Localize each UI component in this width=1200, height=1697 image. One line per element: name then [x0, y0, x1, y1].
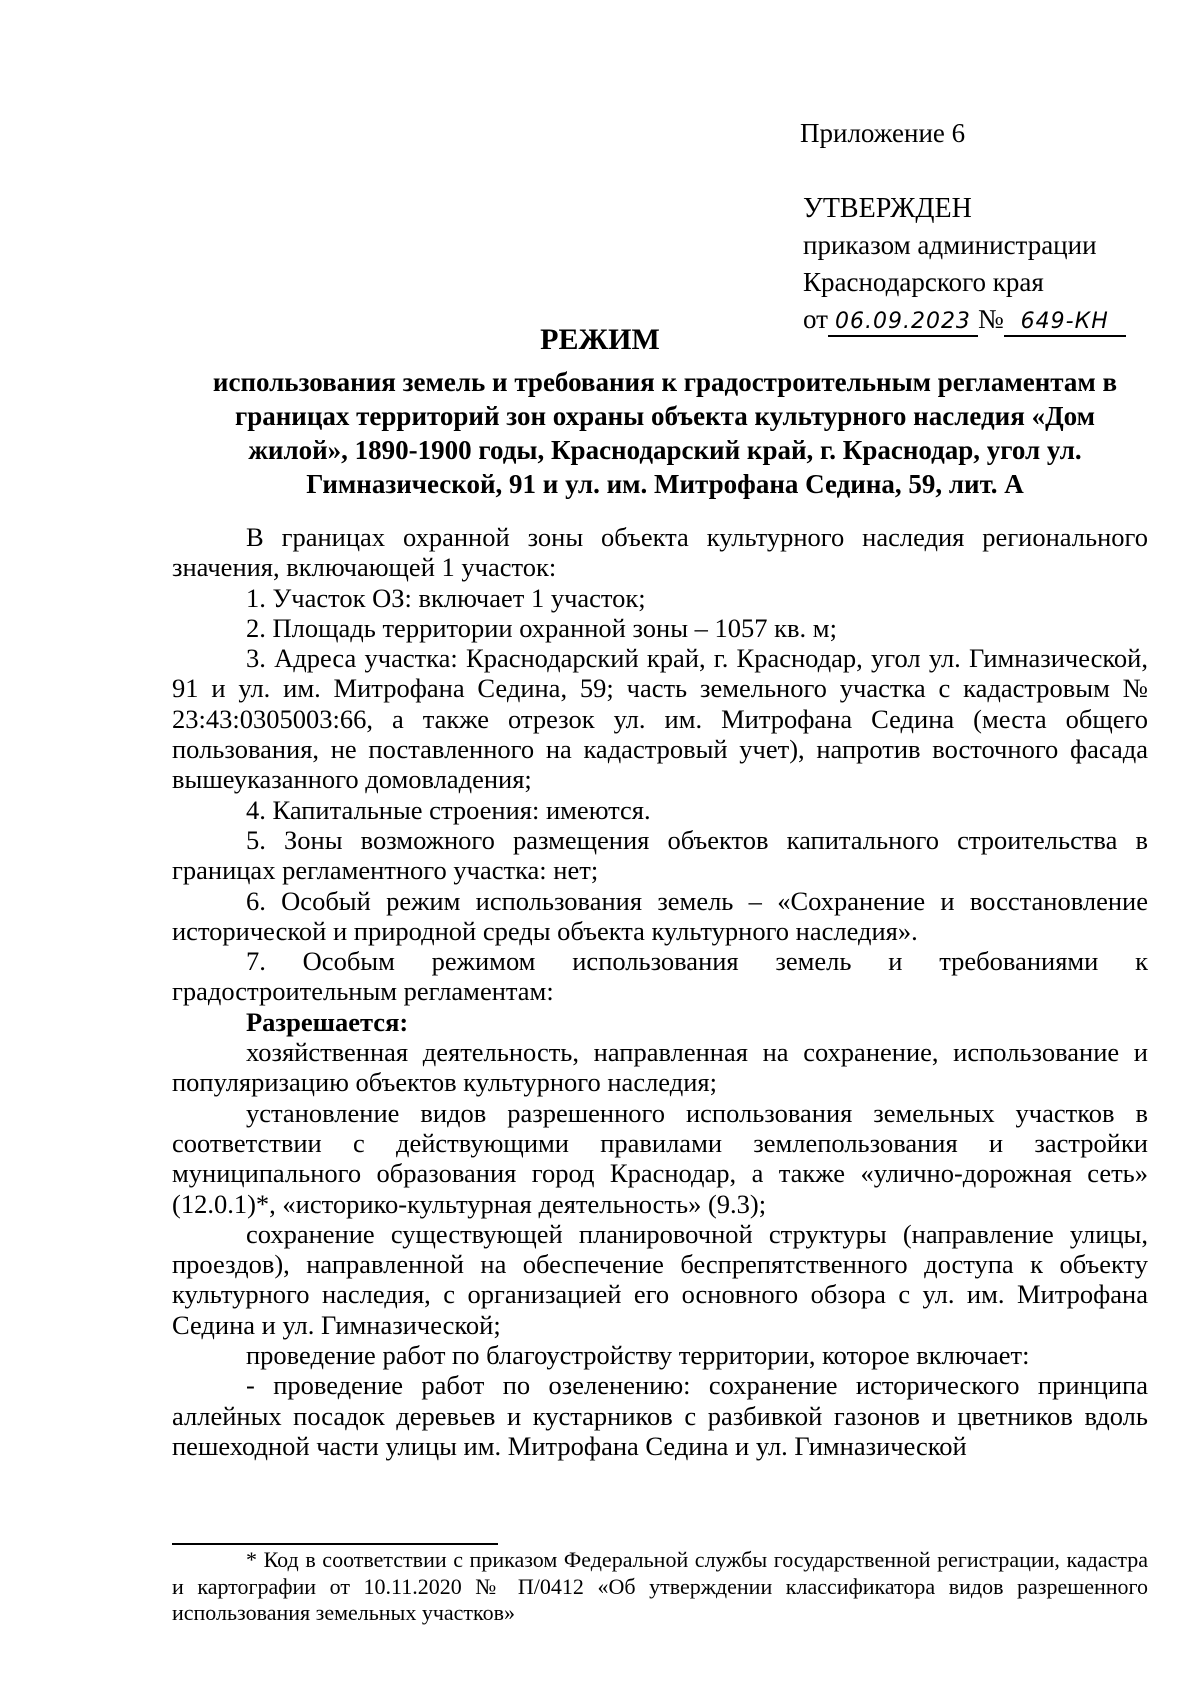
- paragraph-item-5: 5. Зоны возможного размещения объектов капитального строительства в границах регламентного участка: нет;: [172, 824, 1148, 886]
- appendix-label: Приложение 6: [800, 118, 966, 148]
- approval-title: УТВЕРЖДЕН: [803, 193, 972, 224]
- approval-authority-line2: Краснодарского края: [803, 267, 1044, 297]
- paragraph-item-2: 2. Площадь территории охранной зоны – 1057 кв. м;: [246, 612, 837, 643]
- paragraph-allowed-4: проведение работ по благоустройству территории, которое включает:: [246, 1340, 1030, 1371]
- footnote: [172, 1547, 1148, 1627]
- number-prefix: №: [977, 304, 1004, 334]
- paragraph-allowed-5: - проведение работ по озеленению: сохранение исторического принципа аллейных посадок деревьев и кустарников с разбивкой газонов и цветников вдоль пешеходной части улицы им. Митрофана Седина и ул. Гимназической: [172, 1370, 1148, 1461]
- date-prefix: от: [803, 304, 828, 334]
- footnote-text: * Код в соответствии с приказом Федеральной службы государственной регистрации, кадастра и картографии от 10.11.2020 № П/0412 «Об утверждении классификатора видов разрешенного использования земельных участков»: [172, 1547, 1148, 1625]
- approval-block: [803, 190, 1126, 338]
- approval-authority-line1: приказом администрации: [803, 230, 1097, 260]
- paragraph-item-3: 3. Адреса участка: Краснодарский край, г. Краснодар, угол ул. Гимназической, 91 и ул. им. Митрофана Седина, 59; часть земельного участка с кадастровым № 23:43:0305003:66, а также отрезок ул. им. Митрофана Седина (места общего пользования, не поставленного на кадастровый учет), напротив восточного фасада вышеуказанного домовладения;: [172, 643, 1148, 795]
- paragraph-item-7: 7. Особым режимом использования земель и требованиями к градостроительным регламентам:: [172, 946, 1148, 1007]
- paragraph-intro: В границах охранной зоны объекта культурного наследия регионального значения, включающей 1 участок:: [172, 522, 1148, 583]
- paragraph-allowed-2: установление видов разрешенного использования земельных участков в соответствии с действующими правилами землепользования и застройки муниципального образования город Краснодар, а также «улично-дорожная сеть» (12.0.1)*, «историко-культурная деятельность» (9.3);: [172, 1097, 1148, 1219]
- paragraph-item-1: 1. Участок ОЗ: включает 1 участок;: [246, 582, 646, 613]
- order-number: 649-КН: [1004, 309, 1126, 337]
- document-body: [172, 522, 1148, 1461]
- footnote-divider: [172, 1543, 498, 1545]
- section-heading-allowed: Разрешается:: [246, 1006, 409, 1037]
- paragraph-item-6: 6. Особый режим использования земель – «Сохранение и восстановление исторической и природной среды объекта культурного наследия».: [172, 885, 1148, 946]
- document-title: РЕЖИМ: [540, 323, 660, 356]
- order-date: 06.09.2023: [828, 309, 978, 337]
- paragraph-item-4: 4. Капитальные строения: имеются.: [246, 794, 651, 825]
- paragraph-allowed-1: хозяйственная деятельность, направленная на сохранение, использование и популяризацию объектов культурного наследия;: [172, 1037, 1148, 1098]
- paragraph-allowed-3: сохранение существующей планировочной структуры (направление улицы, проездов), направленной на обеспечение беспрепятственного доступа к объекту культурного наследия, с организацией его основного обзора с ул. им. Митрофана Седина и ул. Гимназической;: [172, 1218, 1148, 1340]
- document-subtitle: использования земель и требования к градостроительным регламентам в границах территорий зон охраны объекта культурного наследия «Дом жилой», 1890-1900 годы, Краснодарский край, г. Краснодар, угол ул. Гимназической, 91 и ул. им. Митрофана Седина, 59, лит. А: [212, 367, 1118, 499]
